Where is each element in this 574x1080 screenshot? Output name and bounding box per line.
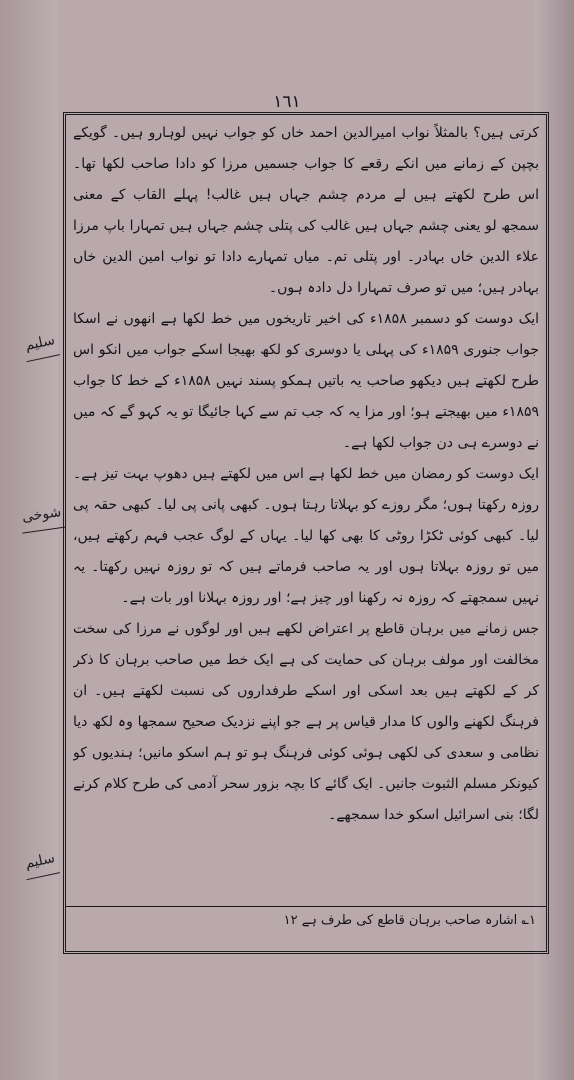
margin-note-2-text: شوخی <box>18 497 65 534</box>
footnote-divider <box>66 906 546 907</box>
paragraph-3: ایک دوست کو رمضان میں خط لکھا ہے اس میں لکھتے ہیں دھوپ بہت تیز ہے۔ روزہ رکھتا ہوں؛ مگر روزے کو بہلاتا رہتا ہوں۔ کبھی پانی پی لیا۔ کبھی حقہ پی لیا۔ کبھی کوئی ٹکڑا روٹی کا بھی کھا لیا۔ یہاں کے لوگ عجب فہم رکھتے ہیں، میں تو روزہ بہلاتا ہوں اور یہ صاحب فرماتے ہیں کہ تو روزہ نہیں رکھتا۔ یہ نہیں سمجھتے کہ روزہ نہ رکھنا اور چیز ہے؛ اور روزہ بہلانا اور بات ہے۔ <box>73 466 539 606</box>
paragraph-2: ایک دوست کو دسمبر ۱۸۵۸ء کی اخیر تاریخوں میں خط لکھا ہے انھوں نے اسکا جواب جنوری ۱۸۵۹ء کی پہلی یا دوسری کو لکھ بھیجا اسکے جواب میں انکو اس طرح لکھتے ہیں دیکھو صاحب یہ باتیں ہمکو پسند نہیں ۱۸۵۸ء کے خط کا جواب ۱۸۵۹ء میں بھیجتے ہو؛ اور مزا یہ کہ جب تم سے کہا جائیگا تو یہ کہو گے کہ میں نے دوسرے ہی دن جواب لکھا ہے۔ <box>73 311 539 451</box>
margin-note-2 <box>18 497 62 532</box>
paragraph-4: جس زمانے میں برہان قاطع پر اعتراض لکھے ہیں اور لوگوں نے مرزا کی سخت مخالفت اور مولف برہان کی حمایت کی ہے ایک خط میں صاحب برہان کا ذکر کر کے لکھتے ہیں بعد اسکی اور اسکے طرفداروں کی نسبت لکھتے ہیں۔ ان فرہنگ لکھنے والوں کا مدار قیاس پر ہے جو اپنے نزدیک صحیح سمجھا وہ لکھ دیا نظامی و سعدی کی لکھی ہوئی کوئی فرہنگ ہو تو ہم اسکو مانیں؛ ہندیوں کو کیونکر مسلم الثبوت جانیں۔ ایک گائے کا بچہ بزور سحر آدمی کی طرح کلام کرنے لگا؛ بنی اسرائیل اسکو خدا سمجھے۔ <box>73 621 539 823</box>
margin-note-3-text: سلیم <box>20 843 60 880</box>
page-number: ١٦١ <box>273 92 301 112</box>
footnote: ۱؎ اشارہ صاحب برہان قاطع کی طرف ہے ۱۲ <box>283 913 536 928</box>
margin-note-1-text: سلیم <box>20 325 60 362</box>
paragraph-1: کرتی ہیں؟ بالمثلاً نواب امیرالدین احمد خاں کو جواب نہیں لوہارو ہیں۔ گویکے بچپن کے زمانے میں انکے رقعے کا جواب جسمیں مرزا کو دادا صاحب لکھا تھا۔ اس طرح لکھتے ہیں لے مردم چشم جہاں ہیں غالب! پہلے القاب کے معنی سمجھ لو یعنی چشم جہاں ہیں غالب کی پتلی چشم جہاں ہیں تمہارا باپ مرزا علاء الدین خاں بہادر۔ اور پتلی تم۔ میاں تمہارے دادا تو نواب امین الدین خاں بہادر ہیں؛ میں تو صرف تمہارا دل دادہ ہوں۔ <box>73 125 539 296</box>
page-edge-left <box>0 0 58 1080</box>
body-text <box>73 118 539 903</box>
